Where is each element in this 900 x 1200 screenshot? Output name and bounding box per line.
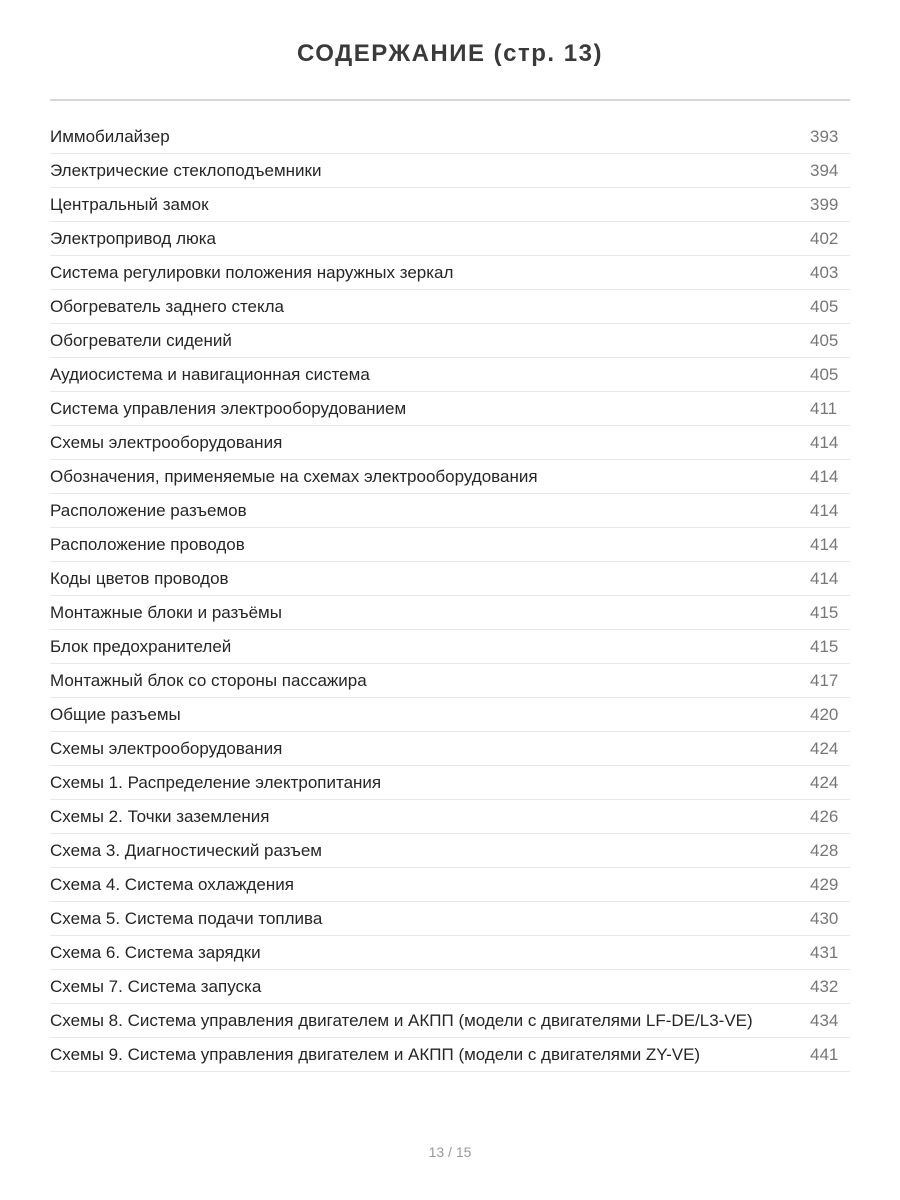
toc-entry[interactable] xyxy=(50,834,850,868)
toc-entry[interactable] xyxy=(50,426,850,460)
toc-entry[interactable] xyxy=(50,800,850,834)
toc-entry[interactable] xyxy=(50,970,850,1004)
toc-entry-page-number: 414 xyxy=(810,534,839,554)
toc-entry-title[interactable]: Блок предохранителей xyxy=(50,636,232,656)
toc-entry-title[interactable]: Обозначения, применяемые на схемах электрооборудования xyxy=(50,466,538,486)
toc-entry[interactable] xyxy=(50,630,850,664)
toc-entry-page-number: 430 xyxy=(810,908,839,928)
toc-entry-page-number: 426 xyxy=(810,806,839,826)
toc-entry-title[interactable]: Схемы 1. Распределение электропитания xyxy=(50,772,382,792)
toc-entry[interactable] xyxy=(50,222,850,256)
toc-entry-title[interactable]: Система управления электрооборудованием xyxy=(50,398,407,418)
toc-entry[interactable] xyxy=(50,1004,850,1038)
toc-entry-title[interactable]: Центральный замок xyxy=(50,194,209,214)
toc-entry-page-number: 403 xyxy=(810,262,839,282)
toc-entry-page-number: 405 xyxy=(810,296,839,316)
toc-entry[interactable] xyxy=(50,528,850,562)
toc-entry[interactable] xyxy=(50,596,850,630)
toc-entry[interactable] xyxy=(50,120,850,154)
toc-entry-page-number: 428 xyxy=(810,840,839,860)
toc-entry-page-number: 393 xyxy=(810,126,839,146)
toc-entry-page-number: 414 xyxy=(810,568,839,588)
toc-entry-title[interactable]: Обогреватель заднего стекла xyxy=(50,296,284,316)
toc-entry[interactable] xyxy=(50,1038,850,1072)
toc-entry-title[interactable]: Аудиосистема и навигационная система xyxy=(50,364,370,384)
toc-entry[interactable] xyxy=(50,936,850,970)
toc-entry[interactable] xyxy=(50,562,850,596)
toc-entry-page-number: 429 xyxy=(810,874,839,894)
toc-entry-title[interactable]: Электропривод люка xyxy=(50,228,217,248)
toc-entry-page-number: 420 xyxy=(810,704,839,724)
toc-entry-page-number: 414 xyxy=(810,432,839,452)
toc-entry-title[interactable]: Схемы электрооборудования xyxy=(50,738,283,758)
toc-entry-page-number: 405 xyxy=(810,330,839,350)
toc-entry-page-number: 441 xyxy=(810,1044,839,1064)
toc-entry-title[interactable]: Расположение разъемов xyxy=(50,500,247,520)
toc-entry-page-number: 414 xyxy=(810,500,839,520)
toc-entry[interactable] xyxy=(50,154,850,188)
toc-entry[interactable] xyxy=(50,766,850,800)
toc-entry-page-number: 424 xyxy=(810,738,839,758)
toc-list xyxy=(50,120,850,1072)
toc-entry[interactable] xyxy=(50,358,850,392)
toc-entry[interactable] xyxy=(50,664,850,698)
page-title: СОДЕРЖАНИЕ (стр. 13) xyxy=(297,40,603,67)
toc-entry[interactable] xyxy=(50,732,850,766)
toc-entry-title[interactable]: Схема 4. Система охлаждения xyxy=(50,874,294,894)
toc-entry-title[interactable]: Общие разъемы xyxy=(50,704,181,724)
toc-entry-page-number: 417 xyxy=(810,670,839,690)
toc-entry-title[interactable]: Схемы 2. Точки заземления xyxy=(50,806,270,826)
toc-entry[interactable] xyxy=(50,698,850,732)
toc-entry-title[interactable]: Иммобилайзер xyxy=(50,126,170,146)
toc-entry[interactable] xyxy=(50,256,850,290)
toc-entry-page-number: 394 xyxy=(810,160,839,180)
toc-entry-title[interactable]: Расположение проводов xyxy=(50,534,245,554)
toc-entry[interactable] xyxy=(50,868,850,902)
toc-entry-page-number: 434 xyxy=(810,1010,839,1030)
toc-entry-page-number: 415 xyxy=(810,636,839,656)
toc-entry[interactable] xyxy=(50,902,850,936)
toc-entry[interactable] xyxy=(50,290,850,324)
toc-entry[interactable] xyxy=(50,188,850,222)
toc-entry-page-number: 415 xyxy=(810,602,839,622)
toc-entry[interactable] xyxy=(50,392,850,426)
toc-entry-title[interactable]: Обогреватели сидений xyxy=(50,330,232,350)
toc-entry-title[interactable]: Схемы электрооборудования xyxy=(50,432,283,452)
toc-entry[interactable] xyxy=(50,494,850,528)
toc-entry-title[interactable]: Электрические стеклоподъемники xyxy=(50,160,322,180)
toc-entry-title[interactable]: Коды цветов проводов xyxy=(50,568,229,588)
toc-entry-title[interactable]: Схема 3. Диагностический разъем xyxy=(50,840,322,860)
title-divider xyxy=(50,99,850,101)
toc-entry-title[interactable]: Монтажный блок со стороны пассажира xyxy=(50,670,367,690)
toc-entry-title[interactable]: Монтажные блоки и разъёмы xyxy=(50,602,282,622)
toc-entry-title[interactable]: Схемы 8. Система управления двигателем и АКПП (модели с двигателями LF-DE/L3-VE) xyxy=(50,1010,753,1030)
toc-entry-page-number: 399 xyxy=(810,194,839,214)
toc-entry-page-number: 424 xyxy=(810,772,839,792)
toc-entry-title[interactable]: Схема 6. Система зарядки xyxy=(50,942,261,962)
toc-entry-page-number: 414 xyxy=(810,466,839,486)
toc-entry[interactable] xyxy=(50,324,850,358)
toc-entry-page-number: 411 xyxy=(810,398,838,418)
toc-entry-title[interactable]: Система регулировки положения наружных зеркал xyxy=(50,262,454,282)
toc-entry[interactable] xyxy=(50,460,850,494)
toc-entry-title[interactable]: Схемы 9. Система управления двигателем и АКПП (модели с двигателями ZY-VE) xyxy=(50,1044,701,1064)
toc-entry-page-number: 431 xyxy=(810,942,839,962)
toc-entry-page-number: 432 xyxy=(810,976,839,996)
toc-entry-title[interactable]: Схема 5. Система подачи топлива xyxy=(50,908,323,928)
page-counter: 13 / 15 xyxy=(428,1144,472,1160)
toc-entry-page-number: 402 xyxy=(810,228,839,248)
toc-entry-title[interactable]: Схемы 7. Система запуска xyxy=(50,976,262,996)
toc-entry-page-number: 405 xyxy=(810,364,839,384)
